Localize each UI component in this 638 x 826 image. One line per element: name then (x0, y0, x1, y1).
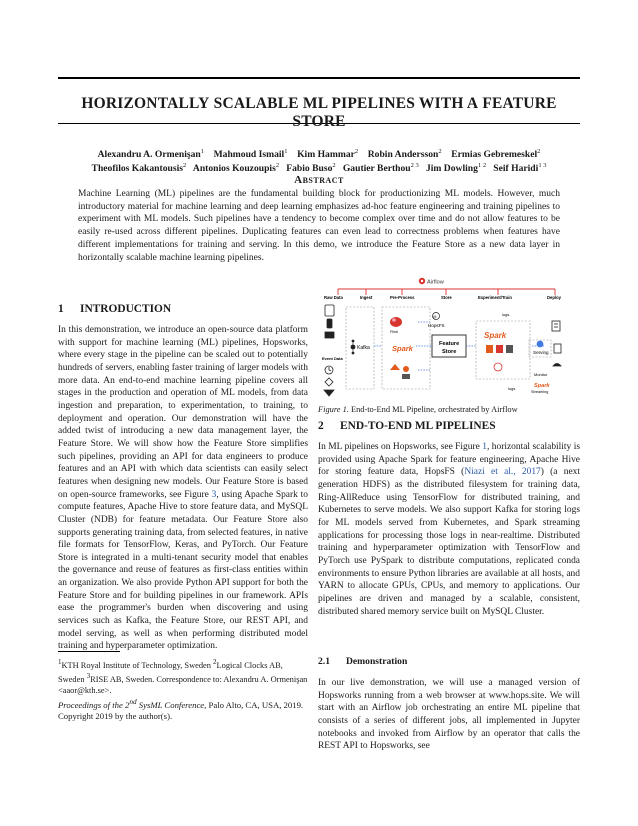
spark-streaming-logo: Spark (534, 383, 550, 389)
author: Theofilos Kakantousis$^2$ (91, 162, 187, 175)
section-1-heading: 1 INTRODUCTION (58, 303, 172, 315)
logs-bottom-label: logs (508, 386, 516, 391)
feature-store-label: Store (442, 349, 457, 355)
serving-icon (537, 341, 544, 348)
logs-top-label: logs (502, 312, 510, 317)
author: Antonios Kouzoupis$^2$ (192, 162, 280, 175)
airflow-logo (419, 278, 445, 286)
feature-store-label: Feature (439, 341, 460, 347)
svg-text:Airflow: Airflow (427, 279, 444, 286)
kafka-label: Kafka (357, 345, 370, 351)
figure-3-link[interactable]: 3 (211, 489, 217, 500)
author: Gautier Berthou$^{2 3}$ (342, 162, 419, 175)
subsection-2-1-body: In our live demonstration, we will use a managed version of Hopsworks running from a web browser at www.hops.site. We will start with an Airflow job orchestrating an entire ML pipeline that consists of a series of different jobs, all implemented in Jupyter notebooks and invoked from Airflow by an operator that calls the REST API to Hopsworks, see (318, 678, 580, 752)
pipeline-figure (318, 274, 580, 402)
stage-label: Raw Data (324, 295, 343, 300)
author: Kim Hammar$^2$ (297, 148, 359, 161)
footnote-rule (58, 651, 120, 652)
author: Ermias Gebremeskel$^2$ (451, 148, 541, 161)
section-1-body: In this demonstration, we introduce an open-source data platform with support for machine learning (ML) pipelines, Hopsworks, where every stage in the pipeline can be scaled out to potentially hundreds of servers, enabling faster training of larger models with more data. An end-to-end machine learning pipeline covers all stages in the production and operation of ML models, from data ingestion and preparation, to experimentation, to training, to deployment and operation. Our demonstration will have the added twist of introducing a new data management layer, the Feature Store. We will show how the Feature Store simplifies such pipelines, providing an API for data engineers to produce features and an API with which data scientists can easily select features when designing new models. Our Feature Store is based on open-source frameworks, see Figure 3, using Apache Spark to compute features, Apache Hive to store feature data, and MySQL Cluster (NDB) for feature metadata. Our Feature Store also supports generating training data, from selected features, in native file formats for TensorFlow, Keras, and PyTorch. Our Feature Store is integrated in a multi-tenant security model that enables the governance and reuse of features as first-class entities within an organization. We also provide Python API support for both the Feature Store and for building pipelines in our framework. APIs ease the programmer's burden when discovering and using services such as Kafka, the Feature Store, our REST API, and model serving, as well as when performing distributed model training and hyperparameter optimization. (58, 325, 308, 652)
section-2-body: In ML pipelines on Hopsworks, see Figure 1, horizontal scalability is provided using Apache Spark for feature engineering, Apache Hive for storing feature data, HopsFS (Niazi et al., 2017) (a next generation HDFS) as the distributed filesystem for training data, Ring-AllReduce using TensorFlow for distributed training, and Kubernetes to serve models. We also support Kafka for storing logs for ML models served from Kubernetes, and Spark streaming applications for processing those logs in near-realtime. Distributed training and hyperparameter optimization with TensorFlow and PyTorch use PySpark to distribute computations, replicated conda environments to ensure Python libraries are available at all hosts, and YARN to allocate GPUs, CPUs, and memory to applications. Our pipelines are driven and managed by a scalable, consistent, distributed shared memory service built on MySQL Cluster. (318, 442, 580, 617)
title-top-rule (58, 77, 580, 79)
author: Seif Haridi$^{1 3}$ (493, 162, 547, 175)
subsection-2-1-heading: 2.1 Demonstration (318, 656, 408, 667)
flink-label: Flink (390, 330, 399, 334)
author: Fabio Buso$^2$ (286, 162, 336, 175)
stage-label: Pre-Process (390, 295, 415, 300)
stage-label: Ingest (360, 295, 373, 300)
deploy-device-icons (552, 321, 561, 366)
preprocess-tools-icon (390, 364, 410, 379)
event-data-label: Event Data (322, 356, 343, 361)
hopsfs-icon (433, 313, 440, 320)
author: Mahmoud Ismail$^1$ (213, 148, 288, 161)
kafka-icon (351, 340, 356, 355)
author: Alexandru A. Ormenişan$^1$ (97, 148, 204, 161)
citation-link[interactable]: Niazi et al., 2017 (464, 467, 541, 478)
paper-title: HORIZONTALLY SCALABLE ML PIPELINES WITH A FEATURE STORE (81, 95, 557, 130)
spark-logo: Spark (392, 344, 413, 353)
tensorflow-icons (486, 345, 513, 353)
spark-train-logo: Spark (484, 331, 507, 340)
section-2-heading: 2 END-TO-END ML PIPELINES (318, 420, 496, 432)
figure-1-link[interactable]: 1 (482, 442, 487, 452)
pytorch-icon (494, 363, 502, 371)
figure-1-caption: Figure 1. End-to-End ML Pipeline, orchestrated by Airflow (318, 405, 518, 414)
stage-label: Experiment/Train (478, 295, 512, 300)
abstract-text: Machine Learning (ML) pipelines are the fundamental building block for productionizing ML models. However, much introductory material for machine learning and deep learning emphasizes ad-hoc feature engineering and training pipelines to experiment with ML models. Such pipelines have a tendency to become complex over time and do not allow features to be easily re-used across different pipelines. Duplicating features can even lead to correctness problems when features have different implementations for training and serving. In this demo, we introduce the Feature Store as a new data layer in horizontally scalable machine learning pipelines. (78, 189, 560, 263)
raw-data-devices (325, 305, 334, 338)
serving-label: Serving (533, 350, 549, 355)
event-data-icons (324, 366, 334, 396)
proceedings-note: Proceedings of the 2nd SysML Conference, Palo Alto, CA, USA, 2019. Copyright 2019 by the author(s). (58, 698, 304, 722)
author: Jim Dowling$^{1 2}$ (425, 162, 487, 175)
monitor-label: Monitor (534, 372, 548, 377)
abstract-heading: Abstract (294, 174, 344, 186)
affiliation-footnote: $^1$KTH Royal Institute of Technology, Sweden $^2$Logical Clocks AB, Sweden $^3$RISE AB, Sweden. Correspondence to: Alexandru A. Ormenişan <aaor@kth.se>. (58, 658, 308, 695)
stage-label: Store (441, 295, 452, 300)
hopsfs-label: HopsFS (428, 323, 445, 328)
stage-label: Deploy (547, 295, 561, 300)
streaming-label: Streaming (531, 390, 549, 394)
author: Robin Andersson$^2$ (367, 148, 442, 161)
svg-text:@: @ (432, 314, 437, 319)
flink-icon (390, 317, 402, 327)
